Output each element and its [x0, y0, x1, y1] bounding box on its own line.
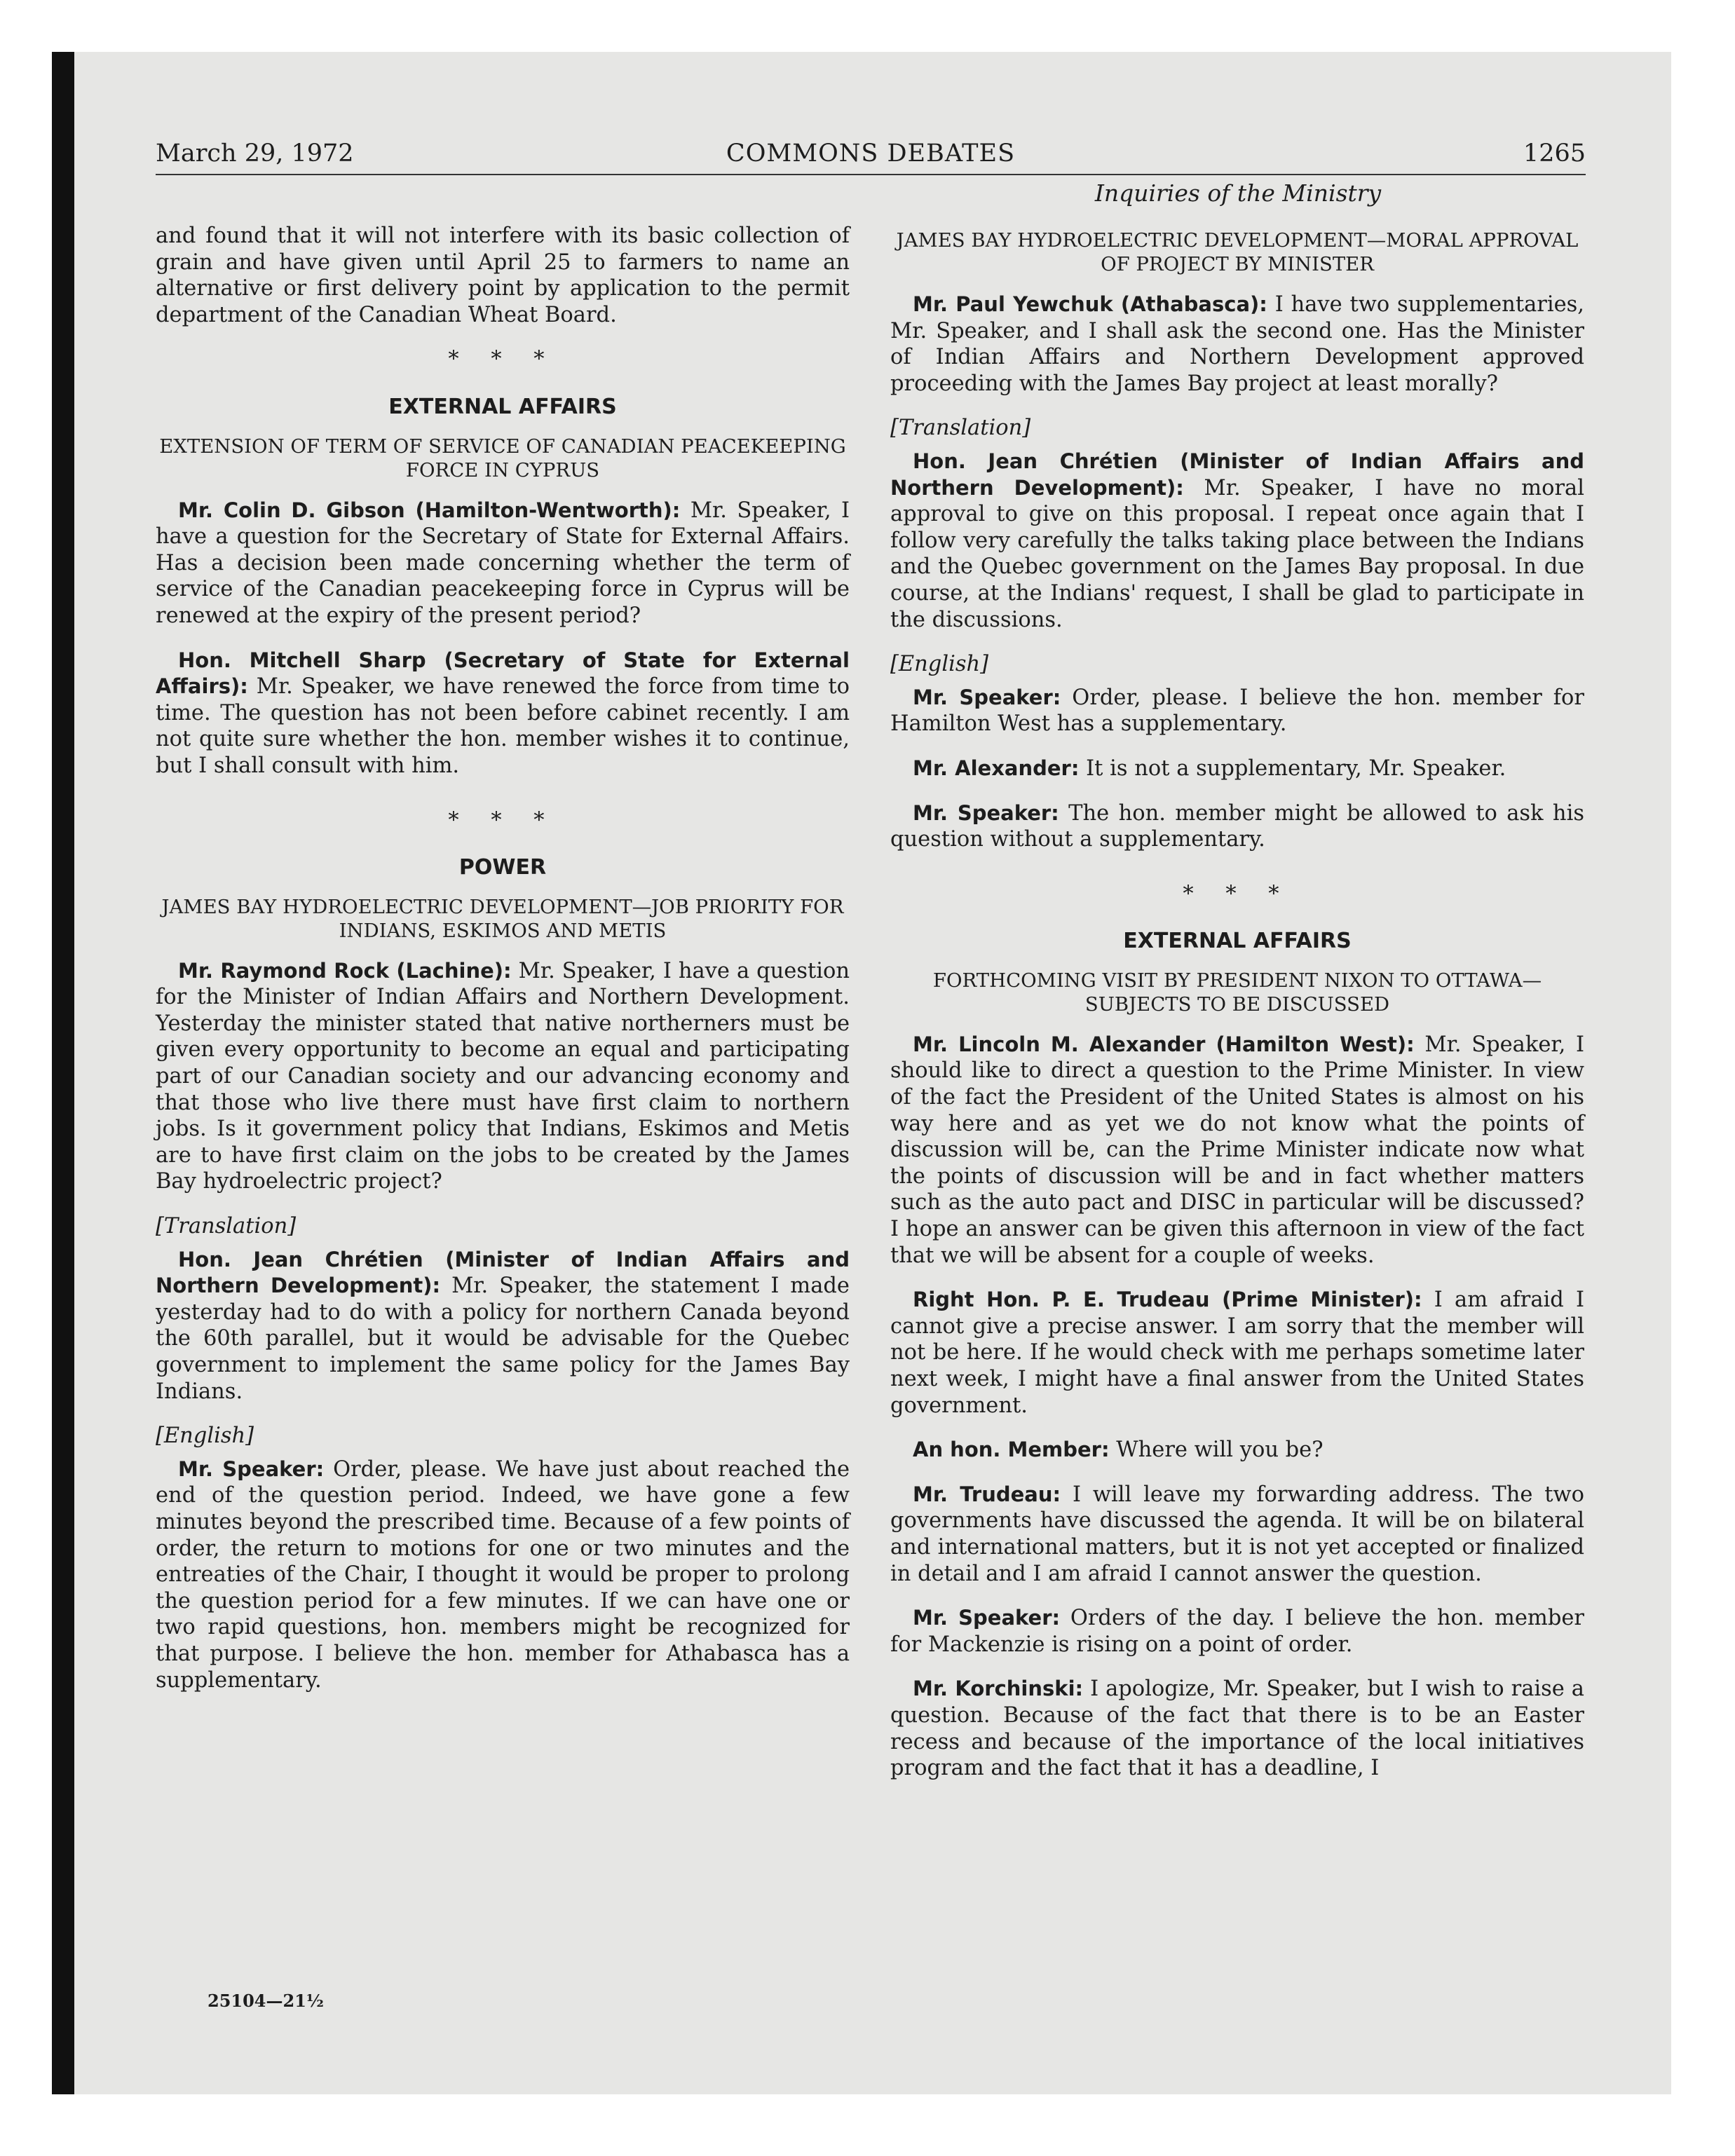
speech-text: I have two supplementaries, Mr. Speaker, and I shall ask the second one. Has the Minister of Indian Affairs and Northern Development approved proceeding with the James Bay project at least morally?	[890, 292, 1584, 396]
speaker-name: Mr. Paul Yewchuk (Athabasca):	[913, 292, 1267, 316]
speaker-name: Mr. Lincoln M. Alexander (Hamilton West):	[913, 1032, 1415, 1056]
footer-print-code: 25104—21½	[207, 1991, 324, 2011]
speech-paragraph	[890, 1482, 1584, 1587]
section-heading: EXTERNAL AFFAIRS	[1123, 929, 1352, 954]
speech-text: Mr. Speaker, we have renewed the force from time to time. The question has not been before cabinet recently. I am not quite sure whether the hon. member wishes it to continue, but I shall consult with him.	[156, 674, 850, 778]
speech-paragraph	[156, 1247, 850, 1405]
header-date: March 29, 1972	[156, 139, 354, 168]
page-header	[156, 137, 1586, 175]
language-marker: [Translation]	[890, 416, 1031, 441]
speaker-name: An hon. Member:	[913, 1438, 1110, 1462]
speech-paragraph	[890, 1287, 1584, 1419]
speech-paragraph	[890, 449, 1584, 633]
speech-text: Mr. Speaker, I have a question for the Minister of Indian Affairs and Northern Development. Yesterday the minister stated that native northerners must be given every opportunity to become an equal and participating part of our Canadian society and our advancing economy and that those who live there must have first claim to northern jobs. Is it government policy that Indians, Eskimos and Metis are to have first claim on the jobs to be created by the James Bay hydroelectric project?	[156, 958, 850, 1194]
header-page-number: 1265	[1523, 139, 1586, 168]
speech-text: Order, please. We have just about reached the end of the question period. Indeed, we have gone a few minutes beyond the prescribed time. Because of a few points of order, the return to motions for one or two minutes and the entreaties of the Chair, I thought it would be proper to prolong the question period for a few minutes. If we can have one or two rapid questions, hon. members might be recognized for that purpose. I believe the hon. member for Athabasca has a supplementary.	[156, 1456, 850, 1693]
subheading: JAMES BAY HYDROELECTRIC DEVELOPMENT—JOB PRIORITY FOR INDIANS, ESKIMOS AND METIS	[161, 895, 844, 942]
speaker-name: Mr. Raymond Rock (Lachine):	[178, 958, 512, 983]
speaker-name: Mr. Speaker:	[913, 685, 1061, 709]
speaker-name: Hon. Mitchell Sharp (Secretary of State for External Affairs):	[156, 648, 850, 699]
speech-paragraph	[890, 292, 1584, 397]
subheading: EXTENSION OF TERM OF SERVICE OF CANADIAN PEACEKEEPING FORCE IN CYPRUS	[159, 435, 846, 482]
speech-paragraph	[890, 1032, 1584, 1269]
speech-paragraph	[156, 958, 850, 1195]
subheading: FORTHCOMING VISIT BY PRESIDENT NIXON TO OTTAWA—SUBJECTS TO BE DISCUSSED	[932, 969, 1542, 1016]
speaker-name: Mr. Speaker:	[913, 1606, 1061, 1630]
paragraph: and found that it will not interfere with its basic collection of grain and have given until April 25 to farmers to name an alternative or first delivery point by application to the permit department of the Canadian Wheat Board.	[156, 224, 850, 327]
section-heading: EXTERNAL AFFAIRS	[388, 394, 617, 419]
running-subheader: Inquiries of the Ministry	[1094, 179, 1382, 207]
section-heading: POWER	[458, 855, 547, 880]
speech-text: Mr. Speaker, the statement I made yesterday had to do with a policy for northern Canada beyond the 60th parallel, but it would be advisable for the Quebec government to implement the same policy for the James Bay Indians.	[156, 1274, 850, 1404]
speech-text: I will leave my forwarding address. The two governments have discussed the agenda. It will be on bilateral and international matters, but it is not yet accepted or finalized in detail and I am afraid I cannot answer the question.	[890, 1482, 1584, 1586]
left-column	[156, 223, 850, 1712]
speech-text: Mr. Speaker, I have a question for the Secretary of State for External Affairs. Has a decision been made concerning whether the term of service of the Canadian peacekeeping force in Cyprus will be renewed at the expiry of the present period?	[156, 498, 850, 628]
speaker-name: Mr. Korchinski:	[913, 1677, 1084, 1701]
speaker-name: Hon. Jean Chrétien (Minister of Indian Affairs and Northern Development):	[156, 1247, 850, 1298]
speech-text: Order, please. I believe the hon. member for Hamilton West has a supplementary.	[890, 685, 1584, 737]
scan-edge-bar	[52, 52, 74, 2094]
speech-paragraph	[156, 1456, 850, 1693]
right-column	[890, 223, 1584, 1800]
speech-text: Where will you be?	[1109, 1438, 1324, 1463]
speech-text: The hon. member might be allowed to ask his question without a supplementary.	[890, 800, 1584, 852]
speech-text: Mr. Speaker, I should like to direct a question to the Prime Minister. In view of the fact the President of the United States is almost on his way here and as yet we do not know what the points of discussion will be, can the Prime Minister indicate now what the points of discussion will be and in fact whether matters such as the auto pact and DISC in particular will be discussed? I hope an answer can be given this afternoon in view of the fact that we will be absent for a couple of weeks.	[890, 1032, 1584, 1268]
speaker-name: Mr. Speaker:	[913, 800, 1059, 825]
speech-paragraph	[890, 1605, 1584, 1658]
speech-text: Orders of the day. I believe the hon. member for Mackenzie is rising on a point of order.	[890, 1606, 1584, 1657]
speech-text: It is not a supplementary, Mr. Speaker.	[1079, 756, 1506, 781]
speaker-name: Hon. Jean Chrétien (Minister of Indian Affairs and Northern Development):	[890, 449, 1584, 500]
speaker-name: Mr. Colin D. Gibson (Hamilton-Wentworth):	[178, 498, 681, 522]
section-separator: * * *	[1183, 881, 1292, 906]
speech-paragraph	[890, 1676, 1584, 1781]
speech-text: I am afraid I cannot give a precise answer. I am sorry that the member will not be here. If he would check with me perhaps sometime later next week, I might have a final answer from the United States government.	[890, 1288, 1584, 1418]
speech-text: Mr. Speaker, I have no moral approval to give on this proposal. I repeat once again that I follow very carefully the talks taking place between the Indians and the Quebec government on the James Bay proposal. In due course, at the Indians' request, I shall be glad to participate in the discussions.	[890, 475, 1584, 632]
section-separator: * * *	[448, 347, 557, 372]
speaker-name: Right Hon. P. E. Trudeau (Prime Minister):	[913, 1288, 1422, 1312]
language-marker: [Translation]	[156, 1214, 297, 1239]
language-marker: [English]	[156, 1424, 254, 1449]
speech-paragraph	[156, 498, 850, 629]
speech-paragraph	[890, 756, 1584, 782]
speech-paragraph	[890, 685, 1584, 737]
speech-text: I apologize, Mr. Speaker, but I wish to raise a question. Because of the fact that there is to be an Easter recess and because of the importance of the local initiatives program and the fact that it has a deadline, I	[890, 1677, 1584, 1781]
header-title: COMMONS DEBATES	[726, 139, 1016, 168]
speech-paragraph	[890, 800, 1584, 853]
speech-paragraph	[156, 648, 850, 779]
speaker-name: Mr. Trudeau:	[913, 1482, 1061, 1506]
subheading: JAMES BAY HYDROELECTRIC DEVELOPMENT—MORAL APPROVAL OF PROJECT BY MINISTER	[896, 229, 1579, 275]
section-separator: * * *	[448, 807, 557, 833]
speaker-name: Mr. Alexander:	[913, 756, 1080, 780]
language-marker: [English]	[890, 652, 989, 677]
speech-paragraph	[890, 1437, 1584, 1464]
speaker-name: Mr. Speaker:	[178, 1456, 325, 1481]
